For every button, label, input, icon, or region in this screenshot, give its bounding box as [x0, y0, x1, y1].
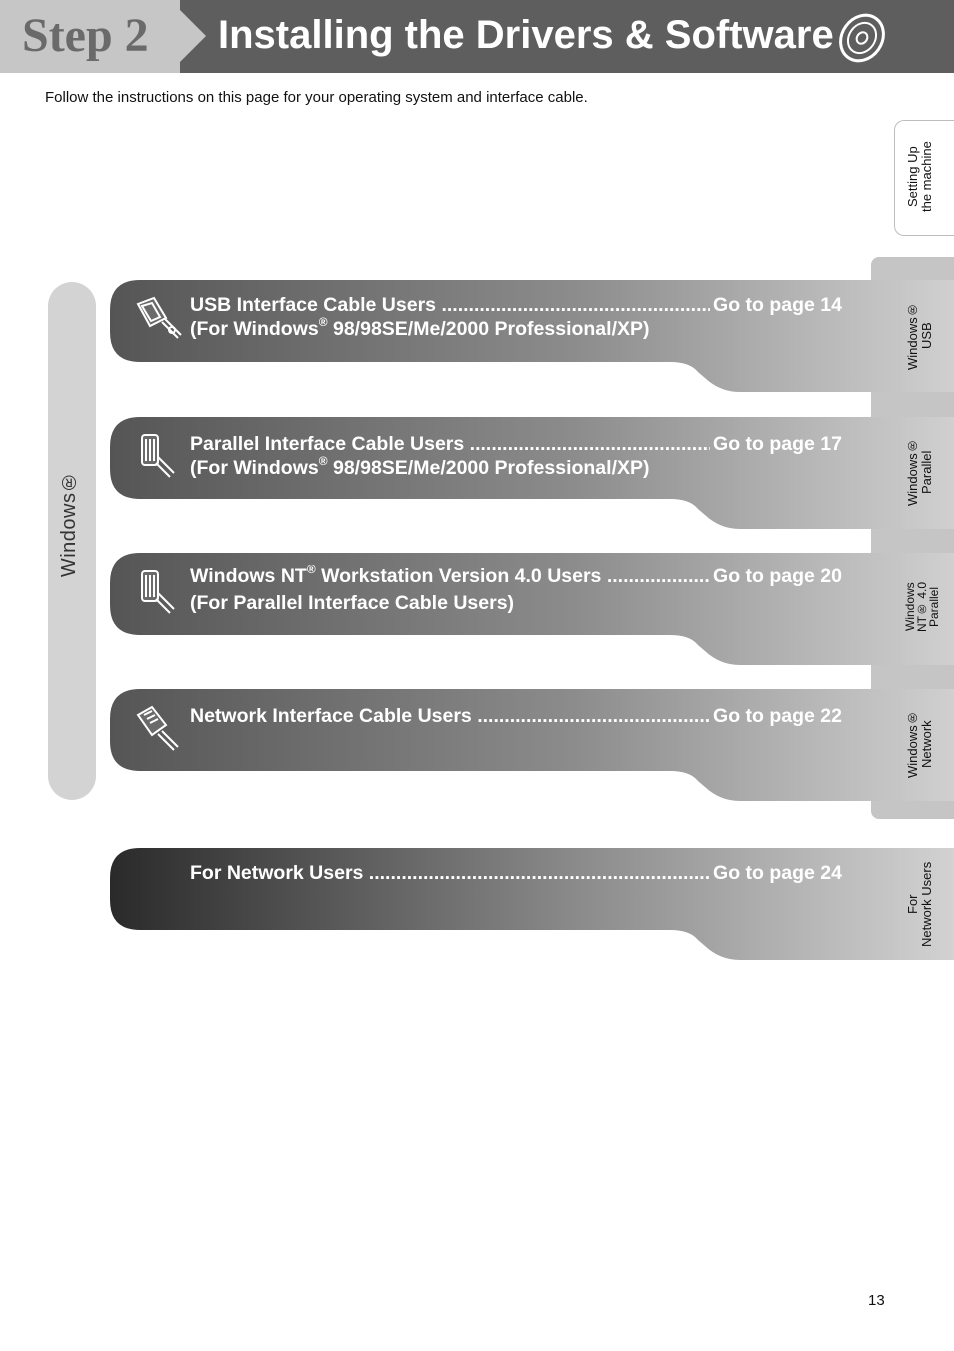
page-title: Installing the Drivers & Software [218, 13, 834, 57]
section-parallel-row [190, 433, 842, 456]
section-nt[interactable] [110, 553, 954, 665]
usb-connector-icon [132, 294, 184, 344]
section-usb-link[interactable]: Go to page 14 [713, 294, 842, 316]
section-network-users[interactable] [110, 848, 954, 960]
page-header [0, 0, 954, 73]
section-network-link[interactable]: Go to page 22 [713, 705, 842, 727]
section-network-row [190, 705, 842, 728]
section-network[interactable] [110, 689, 954, 801]
side-tab-setup-label: Setting Up the machine [905, 141, 934, 213]
section-usb-title: USB Interface Cable Users ..... [190, 294, 710, 317]
section-parallel-link[interactable]: Go to page 17 [713, 433, 842, 455]
side-tab-usb-label: Windows® USB [905, 302, 934, 370]
parallel-connector-icon [132, 431, 184, 481]
section-network-users-link[interactable]: Go to page 24 [713, 862, 842, 884]
section-nt-title: Windows NT® Workstation Version 4.0 Users ..... [190, 565, 710, 588]
step-label: Step 2 [22, 9, 149, 62]
network-connector-icon [132, 703, 184, 753]
page-number: 13 [868, 1292, 885, 1309]
section-network-title: Network Interface Cable Users ..... [190, 705, 710, 728]
section-usb-row [190, 294, 842, 317]
section-usb[interactable] [110, 280, 954, 392]
section-network-users-row [190, 862, 842, 885]
cd-disc-icon [838, 12, 886, 64]
section-nt-link[interactable]: Go to page 20 [713, 565, 842, 587]
section-parallel-subtitle: (For Windows® 98/98SE/Me/2000 Professional/XP) [190, 454, 650, 479]
section-nt-subtitle: (For Parallel Interface Cable Users) [190, 592, 515, 614]
parallel-connector-icon [132, 567, 184, 617]
side-tab-nt-label: Windows NT® 4.0 Parallel [903, 582, 941, 633]
side-tab-network-label: Windows® Network [905, 710, 934, 778]
intro-text: Follow the instructions on this page for your operating system and interface cable. [45, 89, 588, 106]
side-tab-parallel-label: Windows® Parallel [905, 438, 934, 506]
side-tab-network-users-label: For Network Users [905, 861, 934, 947]
section-network-users-title: For Network Users ..... [190, 862, 710, 885]
step-arrow [170, 0, 206, 72]
section-parallel[interactable] [110, 417, 954, 529]
section-usb-subtitle: (For Windows® 98/98SE/Me/2000 Professional/XP) [190, 315, 650, 340]
section-parallel-title: Parallel Interface Cable Users ..... [190, 433, 710, 456]
section-nt-row [190, 565, 842, 588]
windows-group-label: Windows® [58, 470, 80, 578]
